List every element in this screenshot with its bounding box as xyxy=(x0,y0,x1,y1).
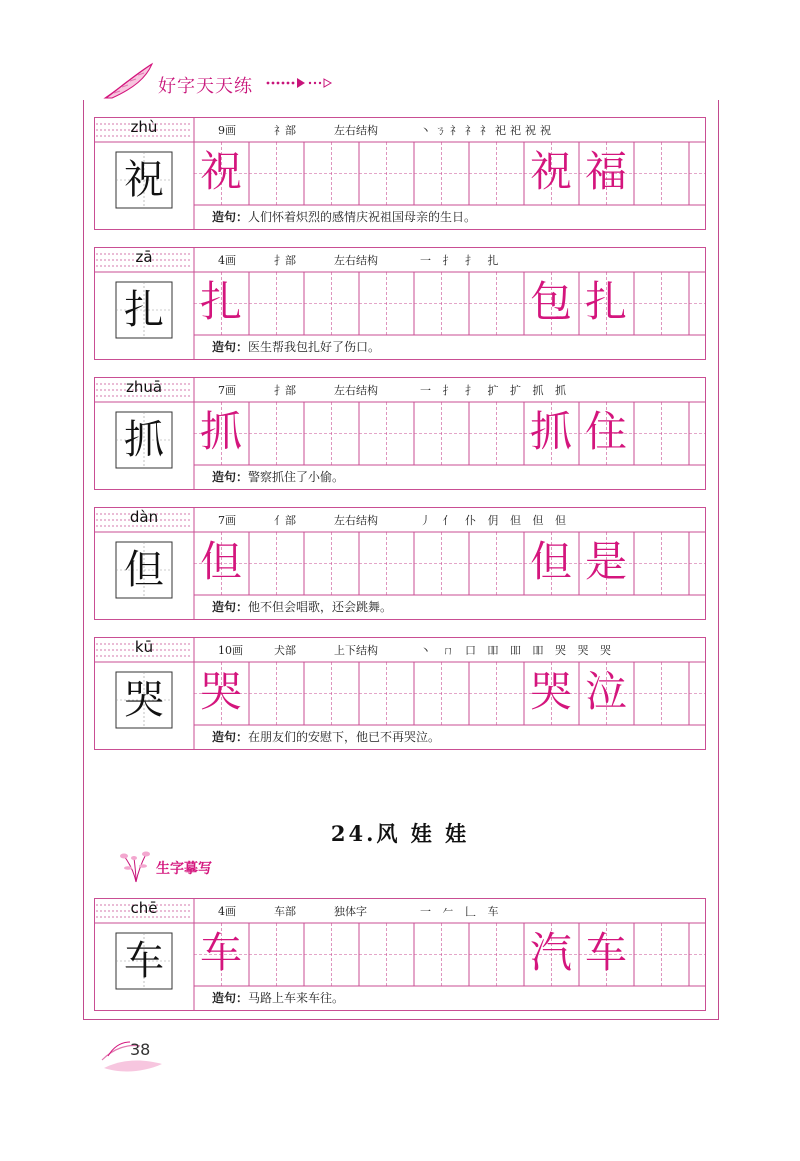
pinyin-label: zhù xyxy=(130,118,158,136)
radical: 扌部 xyxy=(274,254,296,267)
word-character: 抓 xyxy=(529,407,572,456)
character-entry xyxy=(94,637,706,750)
character-entry xyxy=(94,898,706,1011)
header-title: 好字天天练 xyxy=(158,76,253,97)
radical: 礻部 xyxy=(274,124,296,137)
word-character: 哭 xyxy=(529,667,572,716)
word-character: 祝 xyxy=(529,147,572,196)
sentence-text: 马路上车来车往。 xyxy=(248,991,345,1005)
structure: 左右结构 xyxy=(334,254,378,267)
example-sentence xyxy=(212,338,380,355)
word-character: 泣 xyxy=(584,667,627,716)
stroke-count: 4画 xyxy=(218,254,236,267)
stroke-order: 丶 ㄇ 口 吅 吅 吅 哭 哭 哭 xyxy=(420,644,615,657)
pinyin-label: dàn xyxy=(129,508,159,526)
sentence-text: 医生帮我包扎好了伤口。 xyxy=(248,340,381,354)
stroke-count: 7画 xyxy=(218,514,236,527)
radical: 扌部 xyxy=(274,384,296,397)
stroke-order: 一 𠂉 𠃊 车 xyxy=(420,905,503,918)
trace-character: 哭 xyxy=(199,667,242,716)
page-footer xyxy=(100,1030,180,1080)
word-character: 福 xyxy=(584,147,627,196)
character-entry xyxy=(94,377,706,490)
model-character: 抓 xyxy=(124,417,164,463)
sentence-text: 他不但会唱歌，还会跳舞。 xyxy=(248,600,393,614)
word-character: 但 xyxy=(529,537,572,586)
stroke-count: 7画 xyxy=(218,384,236,397)
word-character: 住 xyxy=(584,407,627,456)
word-character: 是 xyxy=(584,537,627,586)
structure: 上下结构 xyxy=(334,644,378,657)
trace-character: 车 xyxy=(199,928,242,977)
radical: 犬部 xyxy=(274,644,296,657)
sentence-label: 造句： xyxy=(212,991,249,1005)
pinyin-label: chē xyxy=(130,899,158,917)
stroke-count: 9画 xyxy=(218,124,236,137)
lesson-title: 24.风 娃 娃 xyxy=(330,821,470,846)
structure: 独体字 xyxy=(334,905,367,918)
character-entry xyxy=(94,507,706,620)
example-sentence xyxy=(212,989,344,1006)
example-sentence xyxy=(212,598,392,615)
page-header xyxy=(100,60,400,100)
model-character: 扎 xyxy=(124,287,164,333)
example-sentence xyxy=(212,728,440,745)
trace-character: 祝 xyxy=(199,147,242,196)
word-character: 汽 xyxy=(529,928,572,977)
stroke-order: 一 扌 扌 扎 xyxy=(420,254,503,267)
pinyin-label: zā xyxy=(135,248,153,266)
page-number: 38 xyxy=(130,1040,151,1059)
sentence-label: 造句： xyxy=(212,340,249,354)
sentence-text: 在朋友们的安慰下，他已不再哭泣。 xyxy=(248,730,441,744)
sentence-label: 造句： xyxy=(212,210,249,224)
sentence-label: 造句： xyxy=(212,730,249,744)
stroke-order: 一 扌 扌 扩 扩 抓 抓 xyxy=(420,384,570,397)
structure: 左右结构 xyxy=(334,124,378,137)
trace-character: 抓 xyxy=(199,407,242,456)
character-entry xyxy=(94,247,706,360)
flower-icon xyxy=(116,848,156,884)
sentence-label: 造句： xyxy=(212,600,249,614)
stroke-order: 丶ㄋ礻礻礻祀祀祝祝 xyxy=(420,124,555,137)
example-sentence xyxy=(212,468,344,485)
structure: 左右结构 xyxy=(334,384,378,397)
pinyin-label: kū xyxy=(134,638,154,656)
character-entry xyxy=(94,117,706,230)
sentence-text: 人们怀着炽烈的感情庆祝祖国母亲的生日。 xyxy=(248,210,477,224)
structure: 左右结构 xyxy=(334,514,378,527)
word-character: 包 xyxy=(529,277,572,326)
model-character: 祝 xyxy=(124,157,164,203)
feather-pen-icon xyxy=(100,60,160,102)
model-character: 车 xyxy=(124,938,164,984)
section-header xyxy=(116,848,276,884)
example-sentence xyxy=(212,208,476,225)
stroke-order: 丿 亻 仆 仴 但 但 但 xyxy=(420,514,570,527)
pinyin-label: zhuā xyxy=(125,378,163,396)
sentence-text: 警察抓住了小偷。 xyxy=(248,470,345,484)
model-character: 哭 xyxy=(124,677,164,723)
radical: 车部 xyxy=(274,905,296,918)
stroke-count: 4画 xyxy=(218,905,236,918)
section-title: 生字摹写 xyxy=(156,861,212,877)
word-character: 车 xyxy=(584,928,627,977)
sentence-label: 造句： xyxy=(212,470,249,484)
dotted-arrow-icon xyxy=(265,76,335,90)
stroke-count: 10画 xyxy=(218,644,243,657)
word-character: 扎 xyxy=(584,277,627,326)
trace-character: 扎 xyxy=(199,277,242,326)
trace-character: 但 xyxy=(199,537,242,586)
model-character: 但 xyxy=(124,547,164,593)
radical: 亻部 xyxy=(274,514,296,527)
